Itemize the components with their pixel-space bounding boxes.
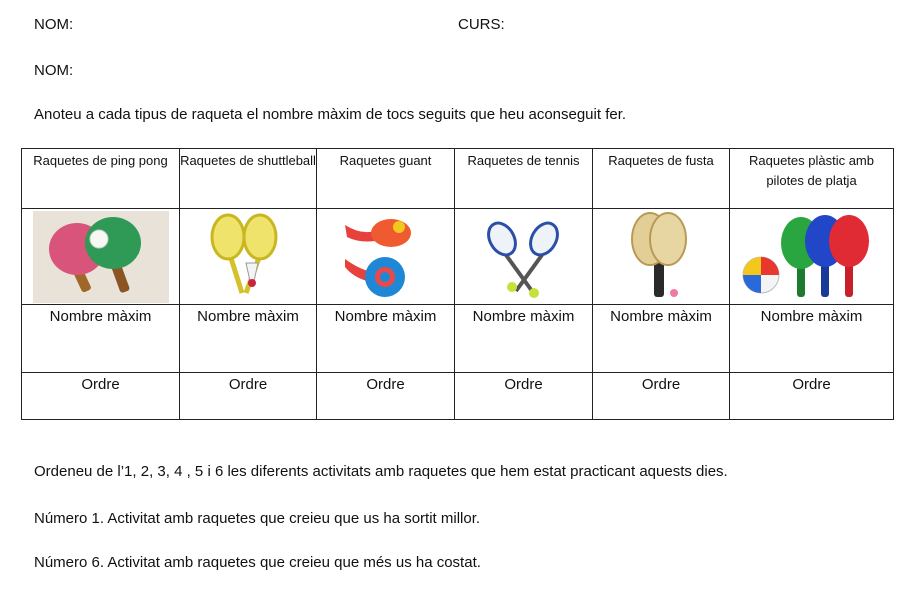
glove-rackets-image <box>341 211 431 303</box>
max-cell-shuttleball[interactable]: Nombre màxim <box>180 305 317 373</box>
plastic-beach-rackets-image <box>737 211 887 303</box>
max-cell-glove[interactable]: Nombre màxim <box>317 305 455 373</box>
header-cell-glove: Raquetes guant <box>317 149 455 209</box>
image-cell-wood <box>593 209 730 305</box>
header-cell-tennis: Raquetes de tennis <box>455 149 593 209</box>
order-cell-plastic[interactable]: Ordre <box>730 373 894 420</box>
image-cell-plastic <box>730 209 894 305</box>
name-label-1: NOM: <box>34 16 74 33</box>
image-cell-tennis <box>455 209 593 305</box>
max-cell-tennis[interactable]: Nombre màxim <box>455 305 593 373</box>
header-cell-shuttleball: Raquetes de shuttleball <box>180 149 317 209</box>
order-cell-tennis[interactable]: Ordre <box>455 373 593 420</box>
ping-pong-paddles-image <box>33 211 169 303</box>
header-cell-wood: Raquetes de fusta <box>593 149 730 209</box>
max-cell-wood[interactable]: Nombre màxim <box>593 305 730 373</box>
number-1-text: Número 1. Activitat amb raquetes que creieu que us ha sortit millor. <box>34 510 481 527</box>
course-label: CURS: <box>458 16 505 33</box>
max-cell-plastic[interactable]: Nombre màxim <box>730 305 894 373</box>
number-6-text: Número 6. Activitat amb raquetes que creieu que més us ha costat. <box>34 554 481 571</box>
order-cell-shuttleball[interactable]: Ordre <box>180 373 317 420</box>
image-cell-ping-pong <box>22 209 180 305</box>
ordering-instruction: Ordeneu de l’1, 2, 3, 4 , 5 i 6 les diferents activitats amb raquetes que hem estat practicant aquests dies. <box>34 463 728 480</box>
wooden-rackets-image <box>626 211 696 303</box>
max-cell-ping-pong[interactable]: Nombre màxim <box>22 305 180 373</box>
order-cell-glove[interactable]: Ordre <box>317 373 455 420</box>
header-cell-ping-pong: Raquetes de ping pong <box>22 149 180 209</box>
instruction-text: Anoteu a cada tipus de raqueta el nombre màxim de tocs seguits que heu aconseguit fer. <box>34 106 627 123</box>
image-cell-glove <box>317 209 455 305</box>
shuttleball-rackets-image <box>208 211 288 303</box>
order-cell-ping-pong[interactable]: Ordre <box>22 373 180 420</box>
header-cell-plastic: Raquetes plàstic amb pilotes de platja <box>730 149 894 209</box>
rackets-table <box>21 148 894 420</box>
name-label-2: NOM: <box>34 62 74 79</box>
order-cell-wood[interactable]: Ordre <box>593 373 730 420</box>
image-cell-shuttleball <box>180 209 317 305</box>
tennis-rackets-image <box>482 211 566 303</box>
